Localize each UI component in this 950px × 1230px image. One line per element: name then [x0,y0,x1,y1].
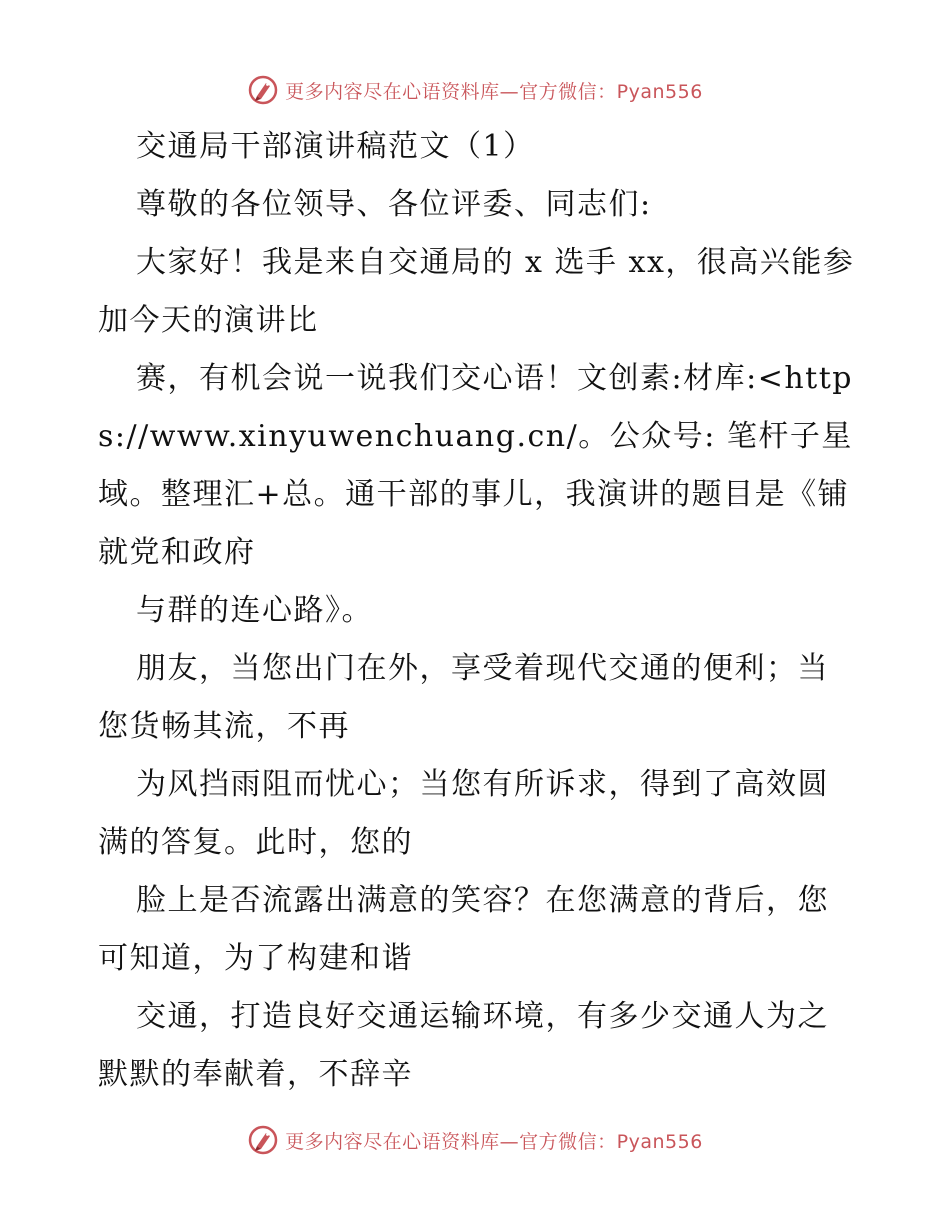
paragraph: 脸上是否流露出满意的笑容？在您满意的背后，您可知道，为了构建和谐 [98,883,829,976]
footer-banner [0,1120,950,1160]
salutation: 尊敬的各位领导、各位评委、同志们: [136,187,652,222]
paragraph: 与群的连心路》。 [136,593,373,628]
document-body [98,118,858,1104]
header-banner [0,70,950,110]
paragraph: 朋友，当您出门在外，享受着现代交通的便利；当您货畅其流，不再 [98,651,829,744]
footer-banner-text: 更多内容尽在心语资料库—官方微信：Pyan556 [285,1130,703,1153]
header-banner-text: 更多内容尽在心语资料库—官方微信：Pyan556 [285,80,703,103]
paragraph: 为风挡雨阻而忧心；当您有所诉求，得到了高效圆满的答复。此时，您的 [98,767,829,860]
pen-nib-seal-icon [247,1124,279,1156]
paragraph: 大家好！我是来自交通局的 x 选手 xx，很高兴能参加今天的演讲比 [98,245,855,338]
paragraph: 交通，打造良好交通运输环境，有多少交通人为之默默的奉献着，不辞辛 [98,999,829,1092]
paragraph: 赛，有机会说一说我们交心语！文创素:材库:<https://www.xinyuwenchuang.cn/。公众号: 笔杆子星域。整理汇+总。通干部的事儿，我演讲的题目是《铺就党和政府 [98,361,853,570]
pen-nib-seal-icon [247,74,279,106]
document-title: 交通局干部演讲稿范文（1） [136,129,535,164]
